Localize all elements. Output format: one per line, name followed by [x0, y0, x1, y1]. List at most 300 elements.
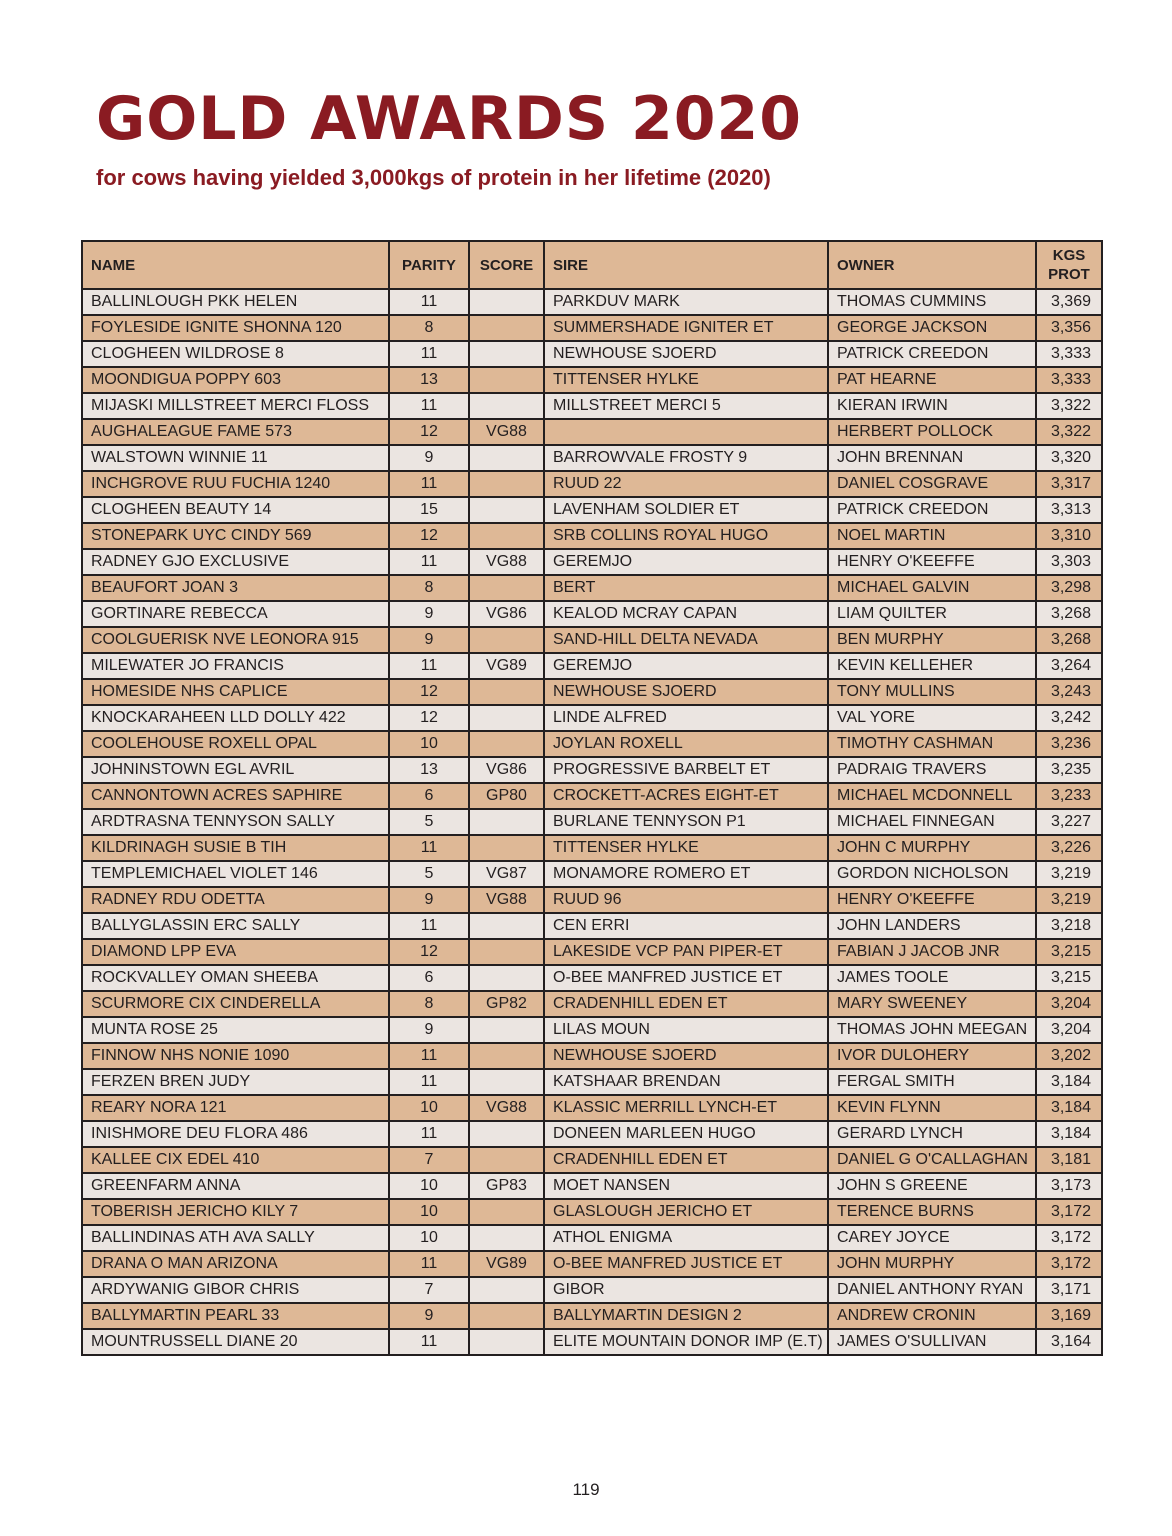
cell-kgs: 3,298 — [1036, 575, 1102, 601]
cell-parity: 8 — [389, 315, 469, 341]
cell-kgs: 3,164 — [1036, 1329, 1102, 1355]
cell-owner: TIMOTHY CASHMAN — [828, 731, 1036, 757]
cell-owner: GERARD LYNCH — [828, 1121, 1036, 1147]
cell-owner: PADRAIG TRAVERS — [828, 757, 1036, 783]
cell-parity: 11 — [389, 341, 469, 367]
table-row — [82, 471, 1102, 497]
table-row — [82, 731, 1102, 757]
table-row — [82, 341, 1102, 367]
table-row — [82, 315, 1102, 341]
cell-score — [469, 497, 544, 523]
table-header-row — [82, 241, 1102, 289]
cell-name: DRANA O MAN ARIZONA — [82, 1251, 389, 1277]
cell-kgs: 3,204 — [1036, 1017, 1102, 1043]
cell-owner: LIAM QUILTER — [828, 601, 1036, 627]
cell-score — [469, 1277, 544, 1303]
table-row — [82, 1225, 1102, 1251]
cell-owner: PAT HEARNE — [828, 367, 1036, 393]
page-number: 119 — [572, 1480, 600, 1499]
cell-owner: THOMAS CUMMINS — [828, 289, 1036, 315]
header-score: SCORE — [469, 241, 544, 289]
cell-name: INCHGROVE RUU FUCHIA 1240 — [82, 471, 389, 497]
cell-name: ARDYWANIG GIBOR CHRIS — [82, 1277, 389, 1303]
cell-sire: ATHOL ENIGMA — [544, 1225, 828, 1251]
cell-kgs: 3,310 — [1036, 523, 1102, 549]
cell-owner: KEVIN FLYNN — [828, 1095, 1036, 1121]
cell-kgs: 3,184 — [1036, 1069, 1102, 1095]
cell-parity: 11 — [389, 549, 469, 575]
cell-score: VG86 — [469, 601, 544, 627]
cell-owner: DANIEL G O'CALLAGHAN — [828, 1147, 1036, 1173]
cell-sire: LILAS MOUN — [544, 1017, 828, 1043]
cell-owner: DANIEL ANTHONY RYAN — [828, 1277, 1036, 1303]
cell-score — [469, 809, 544, 835]
cell-sire: BARROWVALE FROSTY 9 — [544, 445, 828, 471]
cell-sire: SUMMERSHADE IGNITER ET — [544, 315, 828, 341]
table-row — [82, 419, 1102, 445]
cell-kgs: 3,268 — [1036, 601, 1102, 627]
cell-parity: 11 — [389, 393, 469, 419]
cell-kgs: 3,215 — [1036, 965, 1102, 991]
cell-owner: GEORGE JACKSON — [828, 315, 1036, 341]
cell-parity: 10 — [389, 1199, 469, 1225]
cell-kgs: 3,215 — [1036, 939, 1102, 965]
cell-kgs: 3,322 — [1036, 419, 1102, 445]
cell-score: VG87 — [469, 861, 544, 887]
cell-name: MOUNTRUSSELL DIANE 20 — [82, 1329, 389, 1355]
cell-owner: TONY MULLINS — [828, 679, 1036, 705]
cell-score — [469, 1199, 544, 1225]
cell-name: BALLYMARTIN PEARL 33 — [82, 1303, 389, 1329]
cell-sire: NEWHOUSE SJOERD — [544, 341, 828, 367]
cell-name: BALLINDINAS ATH AVA SALLY — [82, 1225, 389, 1251]
table-row — [82, 835, 1102, 861]
cell-kgs: 3,202 — [1036, 1043, 1102, 1069]
cell-parity: 12 — [389, 523, 469, 549]
table-row — [82, 575, 1102, 601]
table-row — [82, 939, 1102, 965]
cell-parity: 9 — [389, 627, 469, 653]
cell-parity: 9 — [389, 601, 469, 627]
cell-score — [469, 315, 544, 341]
page-title: GOLD AWARDS 2020 — [96, 84, 802, 154]
cell-name: ROCKVALLEY OMAN SHEEBA — [82, 965, 389, 991]
header-parity: PARITY — [389, 241, 469, 289]
cell-owner: IVOR DULOHERY — [828, 1043, 1036, 1069]
table-row — [82, 1199, 1102, 1225]
cell-score — [469, 939, 544, 965]
cell-kgs: 3,320 — [1036, 445, 1102, 471]
cell-parity: 11 — [389, 1043, 469, 1069]
cell-name: COOLEHOUSE ROXELL OPAL — [82, 731, 389, 757]
cell-owner: JAMES TOOLE — [828, 965, 1036, 991]
cell-name: KNOCKARAHEEN LLD DOLLY 422 — [82, 705, 389, 731]
cell-kgs: 3,233 — [1036, 783, 1102, 809]
cell-score — [469, 289, 544, 315]
cell-parity: 13 — [389, 367, 469, 393]
cell-sire: O-BEE MANFRED JUSTICE ET — [544, 965, 828, 991]
cell-parity: 12 — [389, 705, 469, 731]
cell-sire: KLASSIC MERRILL LYNCH-ET — [544, 1095, 828, 1121]
table-row — [82, 1095, 1102, 1121]
cell-kgs: 3,369 — [1036, 289, 1102, 315]
cell-parity: 6 — [389, 783, 469, 809]
cell-owner: JOHN MURPHY — [828, 1251, 1036, 1277]
cell-kgs: 3,181 — [1036, 1147, 1102, 1173]
cell-parity: 12 — [389, 679, 469, 705]
cell-sire: O-BEE MANFRED JUSTICE ET — [544, 1251, 828, 1277]
cell-owner: BEN MURPHY — [828, 627, 1036, 653]
cell-sire: GIBOR — [544, 1277, 828, 1303]
cell-name: SCURMORE CIX CINDERELLA — [82, 991, 389, 1017]
cell-score: VG86 — [469, 757, 544, 783]
cell-kgs: 3,172 — [1036, 1225, 1102, 1251]
cell-owner: MICHAEL MCDONNELL — [828, 783, 1036, 809]
cell-kgs: 3,227 — [1036, 809, 1102, 835]
cell-score: VG88 — [469, 549, 544, 575]
cell-owner: CAREY JOYCE — [828, 1225, 1036, 1251]
cell-sire: TITTENSER HYLKE — [544, 835, 828, 861]
cell-parity: 12 — [389, 939, 469, 965]
cell-parity: 10 — [389, 1095, 469, 1121]
cell-score: VG89 — [469, 1251, 544, 1277]
header-owner: OWNER — [828, 241, 1036, 289]
cell-sire: CROCKETT-ACRES EIGHT-ET — [544, 783, 828, 809]
cell-owner: THOMAS JOHN MEEGAN — [828, 1017, 1036, 1043]
cell-kgs: 3,333 — [1036, 341, 1102, 367]
cell-sire: BERT — [544, 575, 828, 601]
cell-score: GP83 — [469, 1173, 544, 1199]
table-row — [82, 1121, 1102, 1147]
cell-owner: VAL YORE — [828, 705, 1036, 731]
cell-name: MILEWATER JO FRANCIS — [82, 653, 389, 679]
cell-kgs: 3,313 — [1036, 497, 1102, 523]
cell-sire: RUUD 96 — [544, 887, 828, 913]
table-row — [82, 367, 1102, 393]
cell-score: VG88 — [469, 887, 544, 913]
cell-kgs: 3,173 — [1036, 1173, 1102, 1199]
cell-owner: JOHN BRENNAN — [828, 445, 1036, 471]
cell-name: FOYLESIDE IGNITE SHONNA 120 — [82, 315, 389, 341]
cell-parity: 9 — [389, 445, 469, 471]
cell-owner: JOHN LANDERS — [828, 913, 1036, 939]
cell-owner: ANDREW CRONIN — [828, 1303, 1036, 1329]
cell-parity: 7 — [389, 1277, 469, 1303]
table-row — [82, 523, 1102, 549]
cell-owner: DANIEL COSGRAVE — [828, 471, 1036, 497]
header-kgs-line2: PROT — [1048, 266, 1090, 283]
cell-parity: 10 — [389, 1225, 469, 1251]
table-row — [82, 679, 1102, 705]
table-row — [82, 393, 1102, 419]
header-kgs-line1: KGS — [1052, 247, 1086, 264]
cell-parity: 11 — [389, 289, 469, 315]
cell-name: ARDTRASNA TENNYSON SALLY — [82, 809, 389, 835]
cell-parity: 11 — [389, 913, 469, 939]
table-row — [82, 913, 1102, 939]
cell-sire: BURLANE TENNYSON P1 — [544, 809, 828, 835]
header-name: NAME — [82, 241, 389, 289]
cell-name: GREENFARM ANNA — [82, 1173, 389, 1199]
cell-name: COOLGUERISK NVE LEONORA 915 — [82, 627, 389, 653]
cell-score — [469, 835, 544, 861]
table-row — [82, 289, 1102, 315]
cell-parity: 13 — [389, 757, 469, 783]
cell-kgs: 3,235 — [1036, 757, 1102, 783]
table-row — [82, 861, 1102, 887]
cell-kgs: 3,226 — [1036, 835, 1102, 861]
cell-name: TOBERISH JERICHO KILY 7 — [82, 1199, 389, 1225]
table-row — [82, 445, 1102, 471]
cell-score — [469, 679, 544, 705]
cell-name: HOMESIDE NHS CAPLICE — [82, 679, 389, 705]
cell-name: DIAMOND LPP EVA — [82, 939, 389, 965]
cell-score: VG88 — [469, 419, 544, 445]
cell-kgs: 3,243 — [1036, 679, 1102, 705]
cell-score — [469, 1017, 544, 1043]
cell-kgs: 3,303 — [1036, 549, 1102, 575]
cell-sire: SRB COLLINS ROYAL HUGO — [544, 523, 828, 549]
cell-kgs: 3,184 — [1036, 1095, 1102, 1121]
cell-owner: FABIAN J JACOB JNR — [828, 939, 1036, 965]
cell-kgs: 3,333 — [1036, 367, 1102, 393]
cell-name: CLOGHEEN BEAUTY 14 — [82, 497, 389, 523]
cell-name: MUNTA ROSE 25 — [82, 1017, 389, 1043]
cell-sire: SAND-HILL DELTA NEVADA — [544, 627, 828, 653]
cell-score: VG88 — [469, 1095, 544, 1121]
cell-owner: HENRY O'KEEFFE — [828, 549, 1036, 575]
cell-sire: MILLSTREET MERCI 5 — [544, 393, 828, 419]
cell-name: CANNONTOWN ACRES SAPHIRE — [82, 783, 389, 809]
cell-score — [469, 341, 544, 367]
cell-score — [469, 1225, 544, 1251]
cell-score — [469, 1069, 544, 1095]
cell-owner: GORDON NICHOLSON — [828, 861, 1036, 887]
cell-kgs: 3,317 — [1036, 471, 1102, 497]
cell-score — [469, 471, 544, 497]
cell-score — [469, 705, 544, 731]
cell-kgs: 3,219 — [1036, 861, 1102, 887]
cell-owner: TERENCE BURNS — [828, 1199, 1036, 1225]
cell-sire: GLASLOUGH JERICHO ET — [544, 1199, 828, 1225]
table-row — [82, 1043, 1102, 1069]
cell-parity: 11 — [389, 1251, 469, 1277]
table-row — [82, 1173, 1102, 1199]
header-sire: SIRE — [544, 241, 828, 289]
cell-parity: 8 — [389, 575, 469, 601]
cell-sire: PARKDUV MARK — [544, 289, 828, 315]
table-row — [82, 601, 1102, 627]
cell-name: INISHMORE DEU FLORA 486 — [82, 1121, 389, 1147]
cell-kgs: 3,322 — [1036, 393, 1102, 419]
table-row — [82, 887, 1102, 913]
cell-kgs: 3,219 — [1036, 887, 1102, 913]
cell-owner: KIERAN IRWIN — [828, 393, 1036, 419]
cell-parity: 11 — [389, 1069, 469, 1095]
cell-name: AUGHALEAGUE FAME 573 — [82, 419, 389, 445]
cell-score — [469, 731, 544, 757]
cell-kgs: 3,172 — [1036, 1251, 1102, 1277]
cell-owner: MARY SWEENEY — [828, 991, 1036, 1017]
cell-score — [469, 627, 544, 653]
cell-name: GORTINARE REBECCA — [82, 601, 389, 627]
awards-table — [81, 240, 1103, 1356]
cell-owner: HENRY O'KEEFFE — [828, 887, 1036, 913]
cell-kgs: 3,184 — [1036, 1121, 1102, 1147]
table-row — [82, 1329, 1102, 1355]
cell-name: CLOGHEEN WILDROSE 8 — [82, 341, 389, 367]
cell-sire: LAVENHAM SOLDIER ET — [544, 497, 828, 523]
cell-owner: KEVIN KELLEHER — [828, 653, 1036, 679]
cell-sire: GEREMJO — [544, 549, 828, 575]
cell-sire: NEWHOUSE SJOERD — [544, 1043, 828, 1069]
cell-parity: 10 — [389, 1173, 469, 1199]
cell-owner: PATRICK CREEDON — [828, 341, 1036, 367]
cell-kgs: 3,242 — [1036, 705, 1102, 731]
cell-sire: JOYLAN ROXELL — [544, 731, 828, 757]
cell-sire: PROGRESSIVE BARBELT ET — [544, 757, 828, 783]
cell-score: GP82 — [469, 991, 544, 1017]
cell-name: KALLEE CIX EDEL 410 — [82, 1147, 389, 1173]
cell-kgs: 3,204 — [1036, 991, 1102, 1017]
header-kgs-prot — [1036, 241, 1102, 289]
cell-score — [469, 1121, 544, 1147]
cell-owner: MICHAEL GALVIN — [828, 575, 1036, 601]
table-row — [82, 1277, 1102, 1303]
cell-name: RADNEY RDU ODETTA — [82, 887, 389, 913]
cell-parity: 15 — [389, 497, 469, 523]
table-row — [82, 497, 1102, 523]
cell-name: FERZEN BREN JUDY — [82, 1069, 389, 1095]
cell-name: MOONDIGUA POPPY 603 — [82, 367, 389, 393]
cell-name: REARY NORA 121 — [82, 1095, 389, 1121]
cell-score — [469, 393, 544, 419]
cell-sire: GEREMJO — [544, 653, 828, 679]
table-row — [82, 783, 1102, 809]
cell-name: KILDRINAGH SUSIE B TIH — [82, 835, 389, 861]
cell-parity: 9 — [389, 1303, 469, 1329]
cell-name: BEAUFORT JOAN 3 — [82, 575, 389, 601]
cell-kgs: 3,268 — [1036, 627, 1102, 653]
table-row — [82, 627, 1102, 653]
cell-kgs: 3,171 — [1036, 1277, 1102, 1303]
cell-parity: 5 — [389, 809, 469, 835]
cell-parity: 10 — [389, 731, 469, 757]
cell-sire: ELITE MOUNTAIN DONOR IMP (E.T) — [544, 1329, 828, 1355]
cell-name: TEMPLEMICHAEL VIOLET 146 — [82, 861, 389, 887]
cell-kgs: 3,236 — [1036, 731, 1102, 757]
cell-parity: 11 — [389, 653, 469, 679]
cell-score — [469, 1043, 544, 1069]
cell-parity: 5 — [389, 861, 469, 887]
table-row — [82, 705, 1102, 731]
cell-sire: KATSHAAR BRENDAN — [544, 1069, 828, 1095]
cell-parity: 9 — [389, 1017, 469, 1043]
cell-kgs: 3,356 — [1036, 315, 1102, 341]
table-row — [82, 809, 1102, 835]
cell-sire: MOET NANSEN — [544, 1173, 828, 1199]
cell-sire: MONAMORE ROMERO ET — [544, 861, 828, 887]
cell-name: RADNEY GJO EXCLUSIVE — [82, 549, 389, 575]
cell-sire: NEWHOUSE SJOERD — [544, 679, 828, 705]
cell-parity: 9 — [389, 887, 469, 913]
cell-score — [469, 367, 544, 393]
cell-sire: LINDE ALFRED — [544, 705, 828, 731]
cell-sire: RUUD 22 — [544, 471, 828, 497]
table-row — [82, 991, 1102, 1017]
cell-parity: 11 — [389, 471, 469, 497]
cell-score — [469, 445, 544, 471]
cell-name: BALLYGLASSIN ERC SALLY — [82, 913, 389, 939]
table-row — [82, 549, 1102, 575]
cell-owner: PATRICK CREEDON — [828, 497, 1036, 523]
table-row — [82, 1251, 1102, 1277]
table-row — [82, 1069, 1102, 1095]
cell-parity: 7 — [389, 1147, 469, 1173]
cell-sire: CRADENHILL EDEN ET — [544, 1147, 828, 1173]
cell-name: BALLINLOUGH PKK HELEN — [82, 289, 389, 315]
cell-parity: 12 — [389, 419, 469, 445]
cell-name: FINNOW NHS NONIE 1090 — [82, 1043, 389, 1069]
table-row — [82, 653, 1102, 679]
cell-kgs: 3,172 — [1036, 1199, 1102, 1225]
cell-name: MIJASKI MILLSTREET MERCI FLOSS — [82, 393, 389, 419]
page-subtitle: for cows having yielded 3,000kgs of protein in her lifetime (2020) — [96, 165, 771, 190]
table-row — [82, 965, 1102, 991]
cell-name: WALSTOWN WINNIE 11 — [82, 445, 389, 471]
cell-sire: DONEEN MARLEEN HUGO — [544, 1121, 828, 1147]
cell-parity: 8 — [389, 991, 469, 1017]
cell-parity: 11 — [389, 1329, 469, 1355]
cell-sire — [544, 419, 828, 445]
cell-name: JOHNINSTOWN EGL AVRIL — [82, 757, 389, 783]
table-row — [82, 1303, 1102, 1329]
table-row — [82, 757, 1102, 783]
cell-parity: 11 — [389, 1121, 469, 1147]
cell-score — [469, 523, 544, 549]
cell-name: STONEPARK UYC CINDY 569 — [82, 523, 389, 549]
cell-sire: LAKESIDE VCP PAN PIPER-ET — [544, 939, 828, 965]
table-body — [82, 289, 1102, 1355]
cell-owner: JOHN S GREENE — [828, 1173, 1036, 1199]
cell-score — [469, 965, 544, 991]
cell-parity: 11 — [389, 835, 469, 861]
cell-score — [469, 1147, 544, 1173]
cell-sire: CRADENHILL EDEN ET — [544, 991, 828, 1017]
table-row — [82, 1017, 1102, 1043]
cell-kgs: 3,264 — [1036, 653, 1102, 679]
cell-owner: FERGAL SMITH — [828, 1069, 1036, 1095]
cell-score — [469, 575, 544, 601]
cell-owner: JAMES O'SULLIVAN — [828, 1329, 1036, 1355]
cell-owner: JOHN C MURPHY — [828, 835, 1036, 861]
cell-sire: BALLYMARTIN DESIGN 2 — [544, 1303, 828, 1329]
cell-parity: 6 — [389, 965, 469, 991]
cell-sire: KEALOD MCRAY CAPAN — [544, 601, 828, 627]
cell-score — [469, 1329, 544, 1355]
cell-score: GP80 — [469, 783, 544, 809]
cell-owner: MICHAEL FINNEGAN — [828, 809, 1036, 835]
cell-owner: NOEL MARTIN — [828, 523, 1036, 549]
cell-score — [469, 1303, 544, 1329]
cell-owner: HERBERT POLLOCK — [828, 419, 1036, 445]
cell-kgs: 3,218 — [1036, 913, 1102, 939]
cell-kgs: 3,169 — [1036, 1303, 1102, 1329]
cell-score: VG89 — [469, 653, 544, 679]
cell-sire: TITTENSER HYLKE — [544, 367, 828, 393]
table-row — [82, 1147, 1102, 1173]
cell-score — [469, 913, 544, 939]
